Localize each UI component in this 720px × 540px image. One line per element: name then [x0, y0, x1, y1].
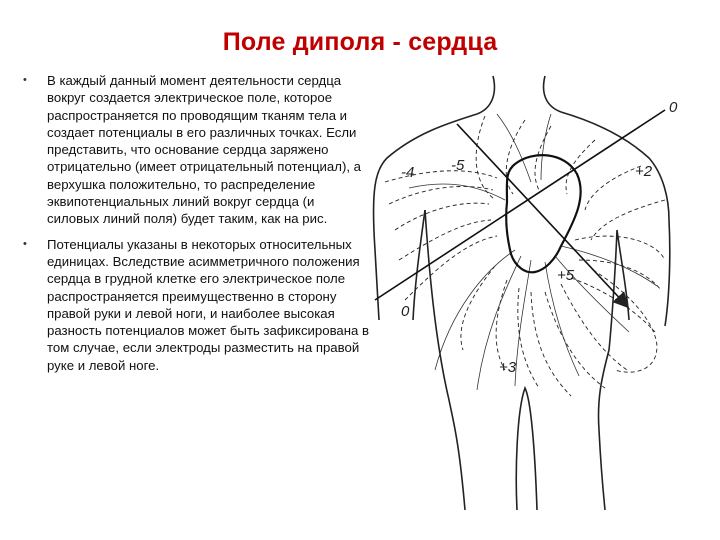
potential-label: +2	[635, 163, 653, 180]
bullet-list	[20, 72, 370, 382]
right-armpit-torso	[598, 230, 629, 510]
bullet-text: Потенциалы указаны в некоторых относительных единицах. Вследствие асимметричного положения сердца в грудной клетке его электрическое поле распространяется преимущественно в сторону правой руки и левой ноги, и наиболее высокая разность потенциалов может быть зафиксирована в том случае, если электроды разместить на правой руке и левой ноге.	[47, 236, 370, 373]
equipotential-line	[395, 203, 489, 230]
equipotential-line	[461, 266, 495, 350]
zero-line-crossing	[405, 108, 667, 298]
equipotential-line	[476, 116, 493, 198]
crotch	[516, 388, 537, 510]
bullet-marker: •	[23, 74, 27, 86]
bullet-text: В каждый данный момент деятельности сердца вокруг создается электрическое поле, которое распространяется по проводящим тканям тела и создает потенциалы в его различных точках. Если представить, что основание сердца заряжено отрицательно (имеет отрицательный потенциал), а верхушка положительно, то распределение эквипотенциальных линий вокруг сердца (и силовых линий поля) будет таким, как на рис.	[47, 73, 361, 227]
equipotential-line	[496, 280, 507, 370]
right-arm	[665, 220, 670, 326]
field-line	[435, 250, 515, 370]
equipotential-line	[506, 120, 525, 194]
potential-label: 0	[401, 303, 410, 320]
equipotential-line	[405, 236, 497, 300]
equipotential-line	[579, 260, 661, 290]
heart-dipole-figure	[365, 70, 710, 510]
bullet-marker: •	[23, 237, 27, 250]
potential-label: 0	[669, 99, 678, 116]
potential-label: -4	[401, 164, 415, 181]
potential-label: -5	[451, 157, 465, 174]
potential-label: +5	[557, 267, 575, 284]
right-shoulder	[561, 112, 669, 220]
equipotential-line	[585, 166, 641, 210]
equipotential-line	[531, 292, 571, 396]
potential-label: +3	[499, 359, 517, 376]
neck-right	[544, 76, 561, 112]
field-line	[515, 260, 531, 386]
page-title: Поле диполя - сердца	[222, 28, 498, 56]
torso-outline	[374, 76, 670, 510]
bullet-item	[20, 236, 370, 374]
zero-line-top	[375, 110, 665, 300]
neck-left	[477, 76, 494, 114]
bullet-item	[20, 72, 370, 228]
equipotential-line	[591, 200, 665, 240]
field-line	[541, 114, 551, 180]
equipotential-line	[535, 126, 551, 190]
field-line	[561, 246, 657, 286]
equipotential-line	[518, 288, 539, 388]
left-armpit	[413, 210, 425, 320]
